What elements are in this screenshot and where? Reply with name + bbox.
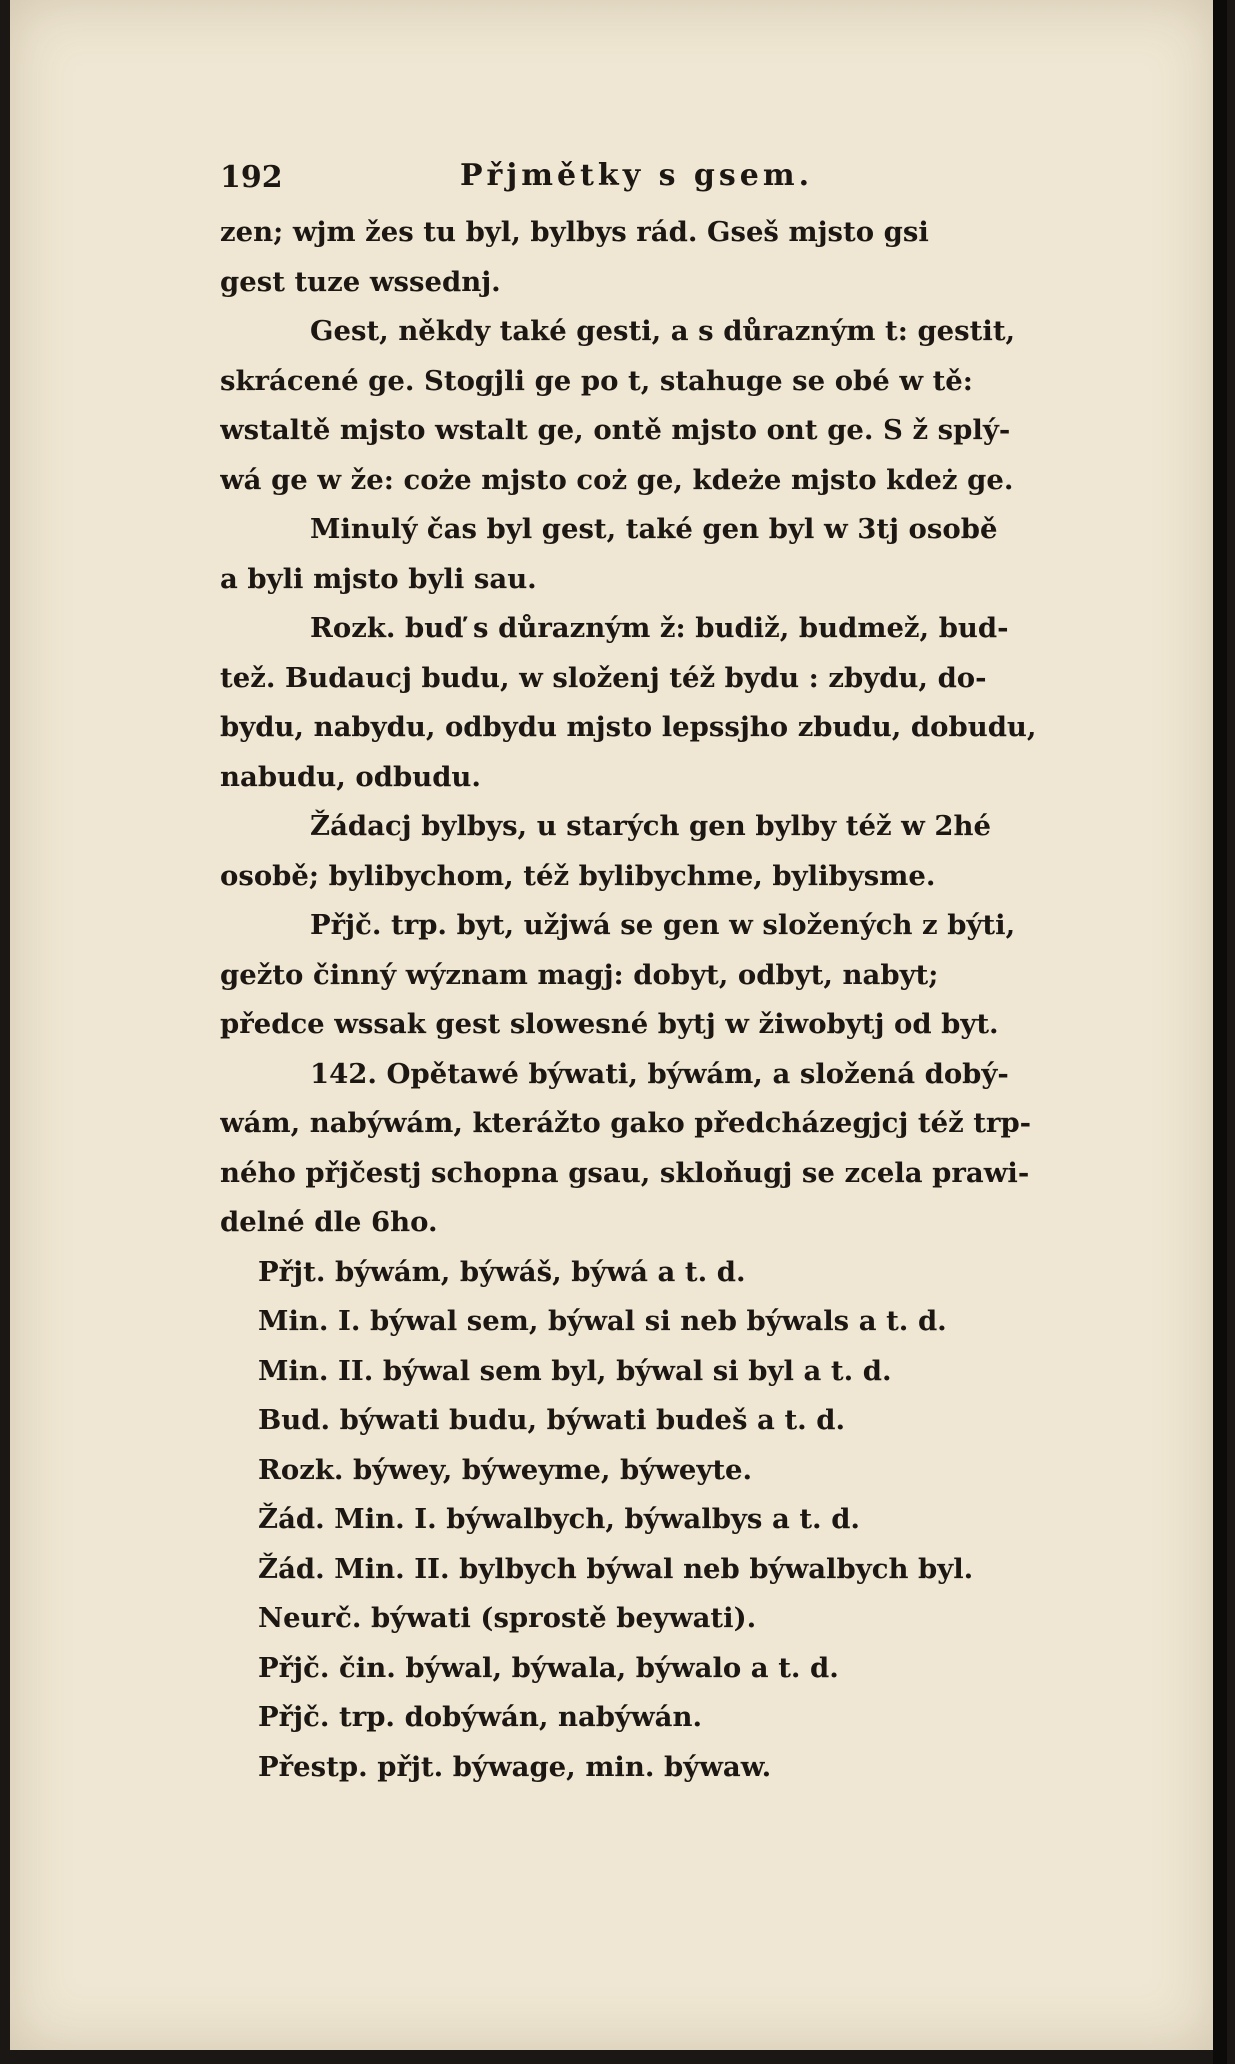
text-line: předce wssak gest slowesné bytj w žiwobytj od byt. — [220, 1008, 999, 1040]
conjugation-entry: Rozk. býwey, býweyme, býweyte. — [258, 1453, 753, 1486]
text-line: bydu, nabydu, odbydu mjsto lepssjho zbudu, dobudu, — [220, 711, 1037, 743]
text-line: skrácené ge. Stogjli ge po t, stahuge se obé w tě: — [220, 364, 973, 397]
conjugation-entry: Min. II. býwal sem byl, býwal si byl a t. d. — [258, 1354, 892, 1387]
text-line: zen; wjm žes tu byl, bylbys rád. Gseš mjsto gsi — [220, 216, 929, 248]
text-line: wám, nabýwám, kterážto gako předcházegjcj též trp- — [220, 1107, 1032, 1139]
conjugation-entry: Neurč. býwati (sprostě beywati). — [258, 1602, 757, 1634]
text-line: Gest, někdy také gesti, a s důrazným t: gestit, — [310, 315, 1016, 347]
text-line: Přjč. trp. byt, užjwá se gen w složených z býti, — [310, 909, 1016, 941]
running-title: Přjmětky s gsem. — [460, 158, 814, 193]
body-paragraphs — [220, 208, 1120, 1248]
page-edge-shadow — [1213, 0, 1227, 2064]
conjugation-entry: Přestp. přjt. býwage, min. býwaw. — [258, 1750, 772, 1783]
text-line: gest tuze wssednj. — [220, 265, 501, 298]
conjugation-entry: Přjč. čin. býwal, býwala, býwalo a t. d. — [258, 1651, 839, 1684]
text-line: delné dle 6ho. — [220, 1206, 438, 1238]
text-line: Minulý čas byl gest, také gen byl w 3tj osobě — [310, 513, 998, 545]
text-line: Rozk. buď s důrazným ž: budiž, budmež, bud- — [310, 612, 1009, 644]
conjugation-entry: Bud. býwati budu, býwati budeš a t. d. — [258, 1404, 846, 1436]
text-line: wstaltě mjsto wstalt ge, ontě mjsto ont ge. S ž splý- — [220, 414, 1011, 446]
text-line: a byli mjsto byli sau. — [220, 562, 537, 595]
text-line: tež. Budaucj budu, w složenj též bydu : zbydu, do- — [220, 661, 987, 694]
conjugation-list — [220, 1248, 1120, 1793]
text-line: gežto činný wýznam magj: dobyt, odbyt, nabyt; — [220, 958, 939, 991]
page-text — [220, 150, 1120, 1792]
text-line: Žádacj bylbys, u starých gen bylby též w 2hé — [310, 810, 992, 842]
text-line: wá ge w že: coże mjsto coż ge, kdeże mjsto kdeż ge. — [220, 463, 1014, 496]
conjugation-entry: Přjč. trp. dobýwán, nabýwán. — [258, 1701, 703, 1733]
conjugation-entry: Přjt. býwám, býwáš, býwá a t. d. — [258, 1255, 746, 1288]
conjugation-entry: Žád. Min. II. bylbych býwal neb býwalbych byl. — [258, 1552, 974, 1585]
conjugation-entry: Žád. Min. I. býwalbych, býwalbys a t. d. — [258, 1503, 861, 1535]
page-header — [220, 150, 1120, 208]
book-page — [10, 0, 1215, 2050]
text-line: 142. Opětawé býwati, býwám, a složená dobý- — [310, 1057, 1009, 1090]
text-line: osobě; bylibychom, též bylibychme, bylibysme. — [220, 859, 936, 892]
conjugation-entry: Min. I. býwal sem, býwal si neb býwals a t. d. — [258, 1305, 947, 1337]
page-number: 192 — [220, 160, 283, 195]
text-line: ného přjčestj schopna gsau, skloňugj se zcela prawi- — [220, 1156, 1030, 1189]
text-line: nabudu, odbudu. — [220, 760, 481, 793]
